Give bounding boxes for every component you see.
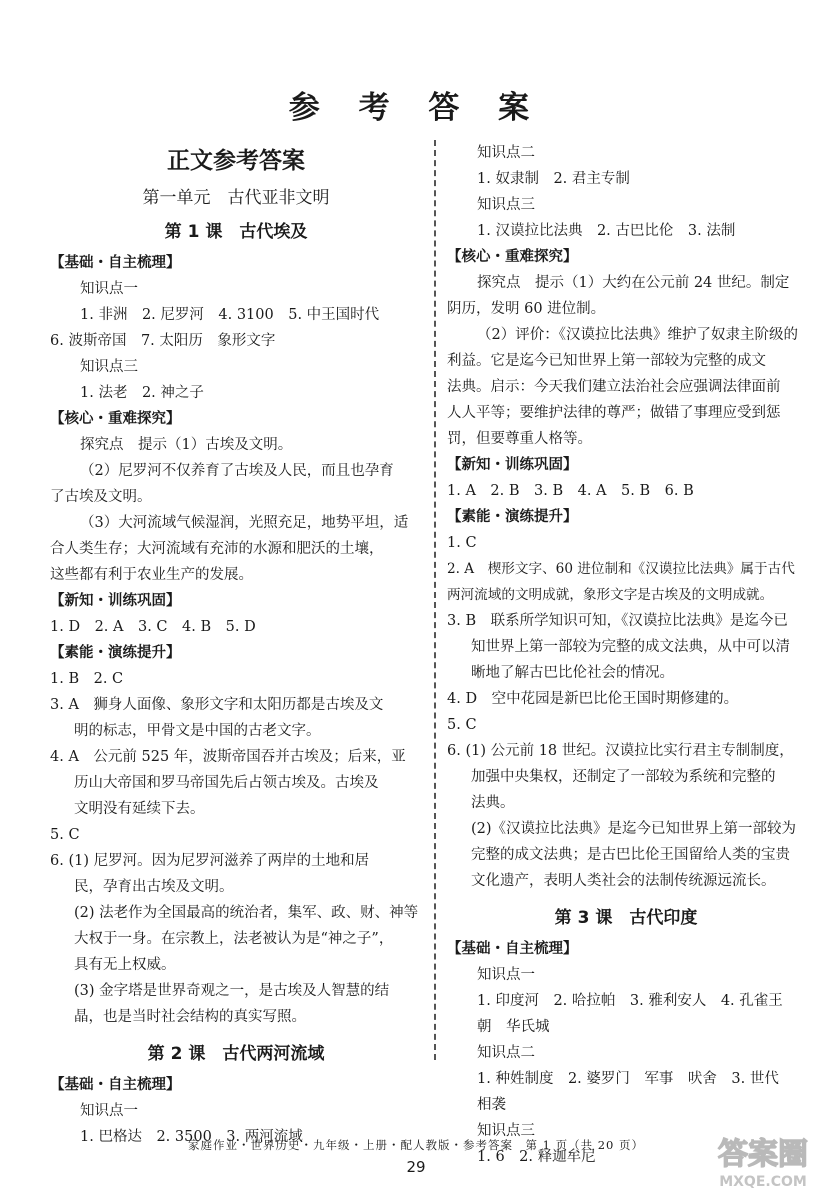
answer-line: 知世界上第一部较为完整的成文法典，从中可以清 bbox=[471, 639, 790, 655]
watermark-logo bbox=[700, 1128, 826, 1192]
answer-line: 探究点 提示（1）大约在公元前 24 世纪。制定 bbox=[477, 275, 790, 291]
column-divider bbox=[434, 140, 436, 1060]
answer-line: 1. 法老 2. 神之子 bbox=[80, 385, 204, 401]
answer-line: 1. 6 2. 释迦牟尼 bbox=[477, 1149, 596, 1165]
answer-line: (3) 金字塔是世界奇观之一，是古埃及人智慧的结 bbox=[74, 983, 390, 999]
answer-line: 法典。启示：今天我们建立法治社会应强调法律面前 bbox=[447, 379, 781, 395]
answer-line: 6. 波斯帝国 7. 太阳历 象形文字 bbox=[50, 333, 276, 349]
section-heading: 【基础・自主梳理】 bbox=[50, 1077, 181, 1093]
part-title: 正文参考答案 bbox=[167, 148, 305, 174]
answer-line: 1. 奴隶制 2. 君主专制 bbox=[477, 171, 630, 187]
answer-line: (2)《汉谟拉比法典》是迄今已知世界上第一部较为 bbox=[471, 821, 797, 837]
answer-line: 晰地了解古巴比伦社会的情况。 bbox=[471, 665, 674, 681]
answer-line: 人人平等；要维护法律的尊严；做错了事理应受到惩 bbox=[447, 405, 781, 421]
section-heading: 【素能・演练提升】 bbox=[447, 509, 578, 525]
page-title: 参 考 答 案 bbox=[288, 90, 544, 126]
left-column bbox=[50, 140, 422, 1150]
page-footer: 家庭作业・世界历史・九年级・上册・配人教版・参考答案 第 1 页（共 20 页） bbox=[187, 1138, 645, 1152]
answer-line: 明的标志，甲骨文是中国的古老文字。 bbox=[74, 723, 321, 739]
answer-line: 历山大帝国和罗马帝国先后占领古埃及。古埃及 bbox=[74, 775, 379, 791]
answer-line: （2）尼罗河不仅养育了古埃及人民，而且也孕育 bbox=[80, 463, 394, 479]
answer-line: 2. A 楔形文字、60 进位制和《汉谟拉比法典》属于古代 bbox=[447, 561, 795, 577]
answer-line: 法典。 bbox=[471, 795, 515, 811]
section-heading: 【基础・自主梳理】 bbox=[447, 941, 578, 957]
lesson-3-title: 第 3 课 古代印度 bbox=[554, 908, 698, 928]
answer-line: 合人类生存；大河流域有充沛的水源和肥沃的土壤， bbox=[50, 541, 384, 557]
answer-line: 1. A 2. B 3. B 4. A 5. B 6. B bbox=[447, 483, 694, 499]
answer-line: （2）评价：《汉谟拉比法典》维护了奴隶主阶级的 bbox=[477, 327, 798, 343]
watermark-url: MXQE.COM bbox=[719, 1174, 807, 1190]
knowledge-point-label: 知识点三 bbox=[477, 1123, 535, 1139]
answer-line: 阴历，发明 60 进位制。 bbox=[447, 301, 606, 317]
answer-line: 5. C bbox=[447, 717, 477, 733]
answer-line: 这些都有利于农业生产的发展。 bbox=[50, 567, 253, 583]
knowledge-point-label: 知识点一 bbox=[80, 1103, 138, 1119]
answer-line: 两河流域的文明成就，象形文字是古埃及的文明成就。 bbox=[447, 587, 774, 603]
answer-line: 文明没有延续下去。 bbox=[74, 801, 205, 817]
answer-line: 1. 印度河 2. 哈拉帕 3. 雅利安人 4. 孔雀王 bbox=[477, 993, 783, 1009]
answer-line: （3）大河流域气候湿润，光照充足，地势平坦，适 bbox=[80, 515, 409, 531]
section-heading: 【核心・重难探究】 bbox=[50, 411, 181, 427]
answer-line: 1. B 2. C bbox=[50, 671, 124, 687]
lesson-2-title: 第 2 课 古代两河流域 bbox=[147, 1044, 325, 1064]
page-number: 29 bbox=[406, 1158, 426, 1176]
answer-line: 晶，也是当时社会结构的真实写照。 bbox=[74, 1009, 306, 1025]
knowledge-point-label: 知识点二 bbox=[477, 1045, 535, 1061]
answer-line: (2) 法老作为全国最高的统治者，集军、政、财、神等 bbox=[74, 905, 419, 921]
answer-line: 利益。它是迄今已知世界上第一部较为完整的成文 bbox=[447, 353, 766, 369]
answer-line: 完整的成文法典；是古巴比伦王国留给人类的宝贵 bbox=[471, 847, 790, 863]
knowledge-point-label: 知识点三 bbox=[477, 197, 535, 213]
answer-line: 加强中央集权，还制定了一部较为系统和完整的 bbox=[471, 769, 776, 785]
section-heading: 【新知・训练巩固】 bbox=[50, 593, 181, 609]
knowledge-point-label: 知识点三 bbox=[80, 359, 138, 375]
answer-line: 1. C bbox=[447, 535, 477, 551]
answer-line: 1. 种姓制度 2. 婆罗门 军事 吠舍 3. 世代 bbox=[477, 1071, 779, 1087]
answer-line: 5. C bbox=[50, 827, 80, 843]
answer-line: 朝 华氏城 bbox=[477, 1019, 550, 1035]
answer-line: 6. (1) 尼罗河。因为尼罗河滋养了两岸的土地和居 bbox=[50, 853, 370, 869]
section-heading: 【新知・训练巩固】 bbox=[447, 457, 578, 473]
answer-line: 1. 非洲 2. 尼罗河 4. 3100 5. 中王国时代 bbox=[80, 307, 380, 323]
answer-line: 相袭 bbox=[477, 1097, 506, 1113]
lesson-1-title: 第 1 课 古代埃及 bbox=[164, 222, 308, 242]
answer-line: 1. D 2. A 3. C 4. B 5. D bbox=[50, 619, 256, 635]
answer-line: 大权于一身。在宗教上，法老被认为是“神之子”， bbox=[74, 931, 394, 947]
answer-line: 3. B 联系所学知识可知，《汉谟拉比法典》是迄今已 bbox=[447, 613, 788, 629]
unit-title: 第一单元 古代亚非文明 bbox=[142, 188, 330, 208]
answer-line: 1. 巴格达 2. 3500 3. 两河流域 bbox=[80, 1129, 303, 1145]
answer-line: 3. A 狮身人面像、象形文字和太阳历都是古埃及文 bbox=[50, 697, 384, 713]
knowledge-point-label: 知识点一 bbox=[477, 967, 535, 983]
section-heading: 【核心・重难探究】 bbox=[447, 249, 578, 265]
section-heading: 【基础・自主梳理】 bbox=[50, 255, 181, 271]
watermark-text: 答案圈 bbox=[718, 1137, 808, 1172]
right-column bbox=[447, 140, 805, 1170]
answer-line: 了古埃及文明。 bbox=[50, 489, 152, 505]
answer-line: 6. (1) 公元前 18 世纪。汉谟拉比实行君主专制制度， bbox=[447, 743, 794, 759]
answer-line: 4. D 空中花园是新巴比伦王国时期修建的。 bbox=[447, 691, 739, 707]
answer-line: 文化遗产，表明人类社会的法制传统源远流长。 bbox=[471, 873, 776, 889]
answer-line: 民，孕育出古埃及文明。 bbox=[74, 879, 234, 895]
answer-line: 1. 汉谟拉比法典 2. 古巴比伦 3. 法制 bbox=[477, 223, 736, 239]
section-heading: 【素能・演练提升】 bbox=[50, 645, 181, 661]
answer-line: 具有无上权威。 bbox=[74, 957, 176, 973]
knowledge-point-label: 知识点二 bbox=[477, 145, 535, 161]
answer-line: 4. A 公元前 525 年，波斯帝国吞并古埃及；后来，亚 bbox=[50, 749, 406, 765]
answer-line: 探究点 提示（1）古埃及文明。 bbox=[80, 437, 293, 453]
answer-line: 罚，但要尊重人格等。 bbox=[447, 431, 592, 447]
knowledge-point-label: 知识点一 bbox=[80, 281, 138, 297]
